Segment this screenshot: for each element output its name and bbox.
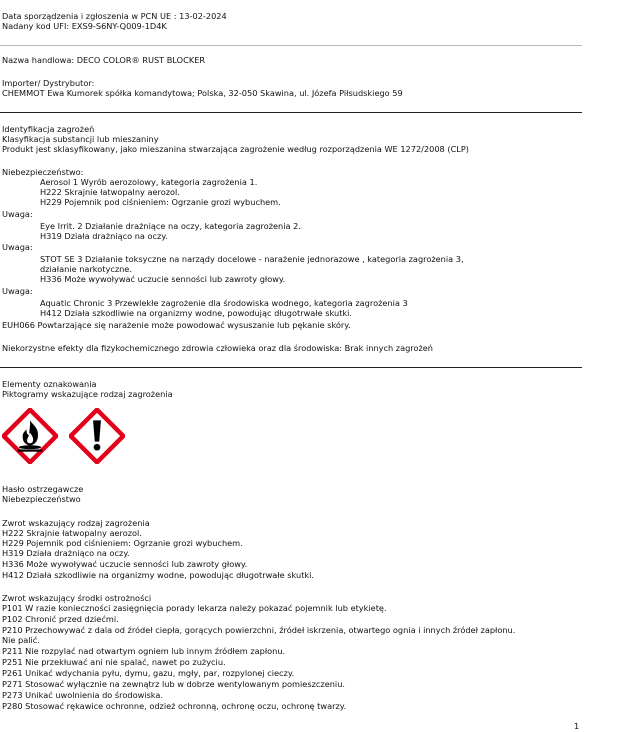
h-statement: H222 Skrajnie łatwopalny aerozol. — [2, 528, 142, 538]
flame-pictogram-icon — [2, 408, 58, 464]
warning-label: Uwaga: — [2, 209, 33, 219]
warning-label: Uwaga: — [2, 242, 33, 252]
h319-statement: H319 Działa drażniąco na oczy. — [40, 231, 168, 241]
h-statement: H319 Działa drażniąco na oczy. — [2, 548, 130, 558]
importer-label: Importer/ Dystrybutor: — [2, 78, 95, 88]
h336-statement: H336 Może wywoływać uczucie senności lub zawroty głowy. — [40, 274, 286, 284]
label-elements-heading: Elementy oznakowania — [2, 379, 97, 389]
p-statement-cont: Nie palić. — [2, 635, 40, 645]
ufi-code: Nadany kod UFI: EXS9-S6NY-Q009-1D4K — [2, 21, 167, 31]
p-statement: P280 Stosować rękawice ochronne, odzież ochronną, ochronę oczu, ochronę twarzy. — [2, 701, 347, 711]
adverse-effects: Niekorzystne efekty dla fizykochemicznego zdrowia człowieka oraz dla środowiska: Brak innych zagrożeń — [2, 343, 434, 353]
pcn-date: Data sporządzenia i zgłoszenia w PCN UE : 13-02-2024 — [2, 11, 227, 21]
signal-word: Niebezpieczeństwo — [2, 494, 81, 504]
p-statement: P101 W razie konieczności zasięgnięcia porady lekarza należy pokazać pojemnik lub etykietę. — [2, 603, 387, 613]
warning-label: Uwaga: — [2, 286, 33, 296]
h229-statement: H229 Pojemnik pod ciśnieniem: Ogrzanie grozi wybuchem. — [40, 197, 281, 207]
classification-text: Produkt jest sklasyfikowany, jako mieszanina stwarzająca zagrożenie według rozporządzenia WE 1272/2008 (CLP) — [2, 144, 469, 154]
p-statement: P210 Przechowywać z dala od źródeł ciepła, gorących powierzchni, źródeł iskrzenia, otwartego ognia i innych źródeł zapłonu. — [2, 625, 516, 635]
importer-value: CHEMMOT Ewa Kumorek spółka komandytowa; Polska, 32-050 Skawina, ul. Józefa Piłsudskiego 59 — [2, 88, 403, 98]
page-number: 1 — [574, 721, 580, 731]
p-statement: P211 Nie rozpylać nad otwartym ogniem lub innym źródłem zapłonu. — [2, 646, 286, 656]
danger-label: Niebezpieczeństwo: — [2, 167, 84, 177]
section-divider — [0, 112, 582, 113]
hazards-heading: Identyfikacja zagrożeń — [2, 124, 95, 134]
h-statement: H229 Pojemnik pod ciśnieniem: Ogrzanie grozi wybuchem. — [2, 538, 243, 548]
classification-heading: Klasyfikacja substancji lub mieszaniny — [2, 134, 159, 144]
h222-statement: H222 Skrajnie łatwopalny aerozol. — [40, 187, 180, 197]
section-divider — [0, 367, 582, 368]
stot-class: STOT SE 3 Działanie toksyczne na narządy docelowe - narażenie jednorazowe , kategoria zagrożenia 3, — [40, 254, 464, 264]
h-statement: H336 Może wywoływać uczucie senności lub zawroty głowy. — [2, 559, 248, 569]
trade-name: Nazwa handlowa: DECO COLOR® RUST BLOCKER — [2, 55, 206, 65]
p-statements-heading: Zwrot wskazujący środki ostrożności — [2, 593, 152, 603]
exclamation-pictogram-icon — [69, 408, 125, 464]
aerosol-class: Aerosol 1 Wyrób aerozolowy, kategoria zagrożenia 1. — [40, 177, 258, 187]
p-statement: P261 Unikać wdychania pyłu, dymu, gazu, mgły, par, rozpylonej cieczy. — [2, 668, 295, 678]
divider — [0, 45, 582, 46]
p-statement: P271 Stosować wyłącznie na zewnątrz lub w dobrze wentylowanym pomieszczeniu. — [2, 679, 345, 689]
h412-statement: H412 Działa szkodliwie na organizmy wodne, powodując długotrwałe skutki. — [40, 308, 353, 318]
eye-irrit-class: Eye Irrit. 2 Działanie drażniące na oczy, kategoria zagrożenia 2. — [40, 221, 301, 231]
signal-word-label: Hasło ostrzegawcze — [2, 484, 84, 494]
aquatic-class: Aquatic Chronic 3 Przewlekłe zagrożenie dla środowiska wodnego, kategoria zagrożenia 3 — [40, 298, 408, 308]
p-statement: P273 Unikać uwolnienia do środowiska. — [2, 690, 164, 700]
h-statements-heading: Zwrot wskazujący rodzaj zagrożenia — [2, 518, 150, 528]
h-statement: H412 Działa szkodliwie na organizmy wodne, powodując długotrwałe skutki. — [2, 570, 315, 580]
p-statement: P102 Chronić przed dziećmi. — [2, 614, 119, 624]
euh066-statement: EUH066 Powtarzające się narażenie może powodować wysuszanie lub pękanie skóry. — [2, 320, 351, 330]
stot-class-cont: działanie narkotyczne. — [40, 264, 132, 274]
pictograms-heading: Piktogramy wskazujące rodzaj zagrożenia — [2, 389, 173, 399]
p-statement: P251 Nie przekłuwać ani nie spalać, nawet po zużyciu. — [2, 657, 226, 667]
